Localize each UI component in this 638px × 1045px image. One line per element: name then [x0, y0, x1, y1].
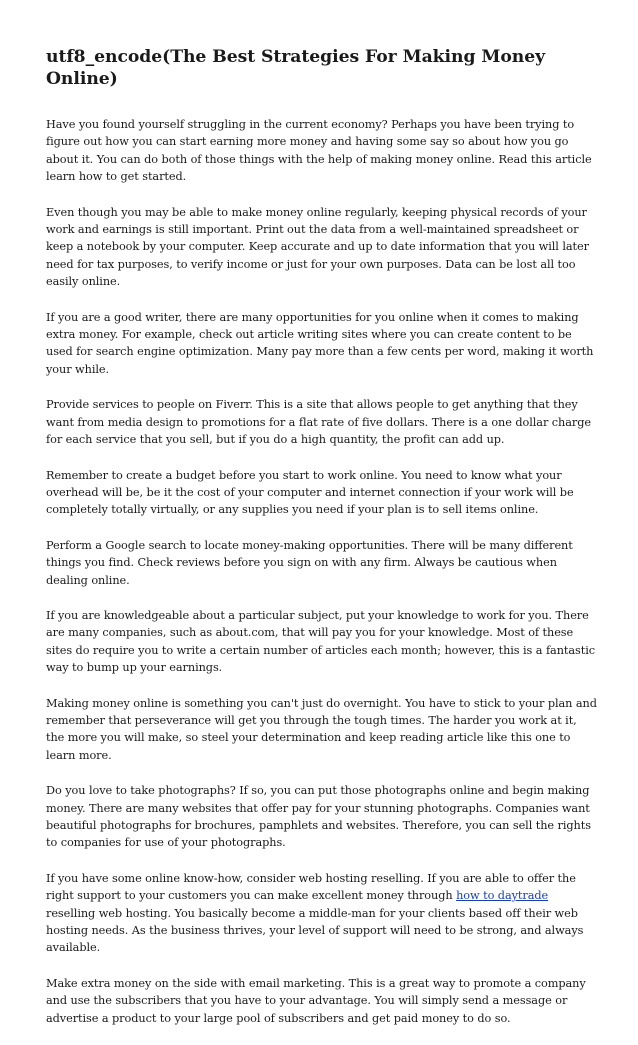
paragraph-knowledge: If you are knowledgeable about a particular subject, put your knowledge to work for you. There are many companies, such as about.com, that will pay you for your knowledge. Most of these sites do require you to write a certain number of articles each month; however, this is a fantastic way to bump up your earnings.	[46, 608, 595, 675]
paragraph-budget: Remember to create a budget before you start to work online. You need to know what your overhead will be, be it the cost of your computer and internet connection if your work will be completely totally virtually, or any supplies you need if your plan is to sell items online.	[46, 468, 574, 517]
paragraph-photographs: Do you love to take photographs? If so, you can put those photographs online and begin making money. There are many websites that offer pay for your stunning photographs. Companies want beautiful photographs for brochures, pamphlets and websites. Therefore, you can sell the rights to companies for use of your photographs.	[46, 784, 591, 850]
hosting-text-after: reselling web hosting. You basically become a middle-man for your clients based off their web hosting needs. As the business thrives, your level of support will need to be strong, and always available.	[46, 906, 584, 955]
daytrade-link[interactable]: how to daytrade	[456, 889, 549, 903]
paragraph-hosting	[46, 870, 598, 957]
paragraph-google: Perform a Google search to locate money-making opportunities. There will be many different things you find. Check reviews before you sign on with any firm. Always be cautious when dealing online.	[46, 538, 573, 587]
paragraph-intro: Have you found yourself struggling in the current economy? Perhaps you have been trying to figure out how you can start earning more money and having some say so about how you go about it. You can do both of those things with the help of making money online. Read this article learn how to get started.	[46, 118, 592, 184]
document-page	[46, 46, 598, 1045]
paragraph-email-marketing: Make extra money on the side with email marketing. This is a great way to promote a company and use the subscribers that you have to your advantage. You will simply send a message or advertise a product to your large pool of subscribers and get paid money to do so.	[46, 976, 586, 1025]
paragraph-fiverr: Provide services to people on Fiverr. This is a site that allows people to get anything that they want from media design to promotions for a flat rate of five dollars. There is a one dollar charge for each service that you sell, but if you do a high quantity, the profit can add up.	[46, 398, 591, 447]
paragraph-records: Even though you may be able to make money online regularly, keeping physical records of your work and earnings is still important. Print out the data from a well-maintained spreadsheet or keep a notebook by your computer. Keep accurate and up to date information that you will later need for tax purposes, to verify income or just for your own purposes. Data can be lost all too easily online.	[46, 205, 589, 289]
paragraph-perseverance: Making money online is something you can't just do overnight. You have to stick to your plan and remember that perseverance will get you through the tough times. The harder you work at it, the more you will make, so steel your determination and keep reading article like this one to learn more.	[46, 696, 597, 762]
hosting-text-before: If you have some online know-how, consider web hosting reselling. If you are able to offer the right support to your customers you can make excellent money through	[46, 871, 576, 903]
document-title: utf8_encode(The Best Strategies For Making Money Online)	[46, 47, 546, 89]
paragraph-writing: If you are a good writer, there are many opportunities for you online when it comes to making extra money. For example, check out article writing sites where you can create content to be used for search engine optimization. Many pay more than a few cents per word, making it worth your while.	[46, 310, 594, 376]
